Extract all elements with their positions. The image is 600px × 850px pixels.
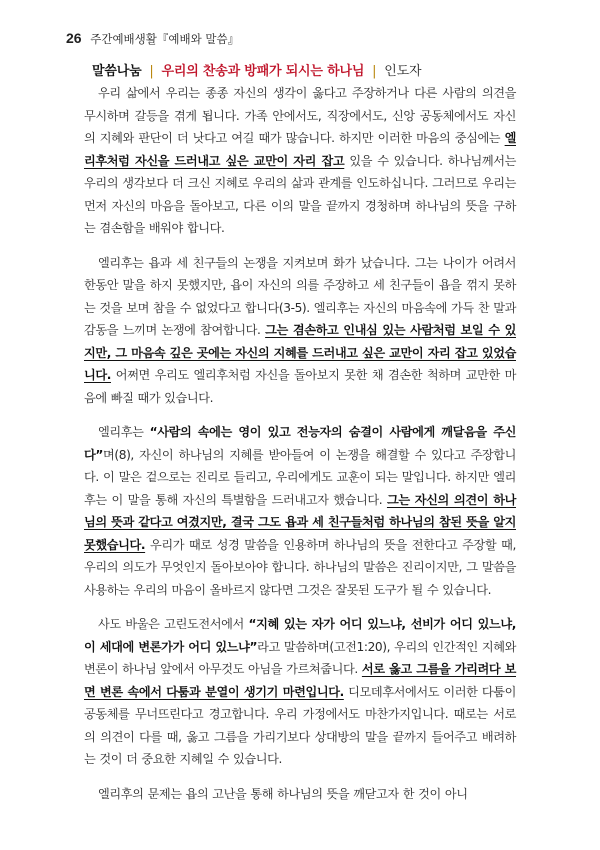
section-title-line <box>92 60 421 79</box>
scripture-quote: “사람의 속에는 영이 있고 전능자의 숨결이 사람에게 깨달음을 주신다” <box>84 425 516 462</box>
paragraph <box>84 783 516 806</box>
article-body <box>84 82 516 817</box>
paragraph-text: 엘리후의 문제는 욥의 고난을 통해 하나님의 뜻을 깨닫고자 한 것이 아니 <box>98 786 468 801</box>
paragraph <box>84 252 516 410</box>
paragraph-text: 우리가 때로 성경 말씀을 인용하며 하나님의 뜻을 전한다고 주장할 때, 우리의 의도가 무엇인지 돌아보아야 합니다. 하나님의 말씀은 진리이지만, 그 말씀을 사용하는 우리의 마음이 올바르지 않다면 그것은 잘못된 도구가 될 수 있습니다. <box>84 537 516 597</box>
paragraph-text: 며(8), 자신이 하나님의 지혜를 받아들여 이 논쟁을 해결할 수 있다고 주장합니다. 이 말은 겉으로는 진리로 들리고, 우리에게도 교훈이 되는 말입니다. 하지만 엘리후는 이 말을 통해 자신의 특별함을 드러내고자 했습니다. <box>84 447 516 507</box>
emphasis-text: 엘리후처럼 자신을 드러내고 싶은 교만이 자리 잡고 <box>84 131 516 168</box>
title-separator: | <box>149 64 154 79</box>
emphasis-text: 그는 자신의 의견이 하나님의 뜻과 같다고 여겼지만, 결국 그도 욥과 세 친구들처럼 하나님의 참된 뜻을 알지 못했습니다. <box>84 492 516 552</box>
paragraph-text: 엘리후는 욥과 세 친구들의 논쟁을 지켜보며 화가 났습니다. 그는 나이가 어려서 한동안 말을 하지 못했지만, 욥이 자신의 의를 주장하고 세 친구들이 욥을 꺾지 못하는 것을 보며 참을 수 없었다고 합니다(3-5). 엘리후는 자신의 마음속에 가득 찬 말과 감동을 느끼며 논쟁에 참여합니다. <box>84 255 516 337</box>
sermon-title: 우리의 찬송과 방패가 되시는 하나님 <box>161 64 365 79</box>
paragraph-text: 사도 바울은 고린도전서에서 <box>98 617 249 631</box>
section-label: 말씀나눔 <box>92 64 142 79</box>
author-label: 인도자 <box>384 64 422 79</box>
emphasis-text: 서로 옳고 그름을 가리려다 보면 변론 속에서 다툼과 분열이 생기기 마련입니다. <box>84 662 516 699</box>
running-header <box>66 30 239 47</box>
paragraph-text: 있을 수 있습니다. 하나님께서는 우리의 생각보다 더 크신 지혜로 우리의 삶과 관계를 인도하십니다. 그러므로 우리는 먼저 자신의 마음을 돌아보고, 다른 이의 말을 끝까지 경청하며 하나님의 뜻을 구하는 겸손함을 배워야 합니다. <box>84 153 516 235</box>
paragraph <box>84 421 516 601</box>
running-title: 주간예배생활『예배와 말씀』 <box>90 32 240 46</box>
scripture-quote: “지혜 있는 자가 어디 있느냐, 선비가 어디 있느냐, 이 세대에 변론가가 어디 있느냐” <box>84 617 516 654</box>
emphasis-text: 그는 겸손하고 인내심 있는 사람처럼 보일 수 있지만, 그 마음속 깊은 곳에는 자신의 지혜를 드러내고 싶은 교만이 자리 잡고 있었습니다. <box>84 323 516 382</box>
paragraph-text: 라고 말씀하며(고전1:20), 우리의 인간적인 지혜와 변론이 하나님 앞에서 아무것도 아님을 가르쳐줍니다. <box>84 639 516 676</box>
page-number: 26 <box>66 30 82 46</box>
paragraph-text: 엘리후는 <box>98 425 150 439</box>
paragraph-text: 어쩌면 우리도 엘리후처럼 자신을 돌아보지 못한 채 겸손한 척하며 교만한 마음에 빠질 때가 있습니다. <box>84 368 516 405</box>
paragraph-text: 디모데후서에서도 이러한 다툼이 공동체를 무너뜨린다고 경고합니다. 우리 가정에서도 마찬가지입니다. 때로는 서로의 의견이 다를 때, 옳고 그름을 가리기보다 상대방의 말을 끝까지 들어주고 배려하는 것이 더 중요한 지혜일 수 있습니다. <box>84 684 516 766</box>
title-separator: | <box>372 64 377 79</box>
paragraph <box>84 82 516 240</box>
paragraph-text: 우리 삶에서 우리는 종종 자신의 생각이 옳다고 주장하거나 다른 사람의 의견을 무시하며 갈등을 겪게 됩니다. 가족 안에서도, 직장에서도, 신앙 공동체에서도 자신의 지혜와 판단이 더 낫다고 여길 때가 많습니다. 하지만 이러한 마음의 중심에는 <box>84 86 516 145</box>
paragraph <box>84 613 516 771</box>
